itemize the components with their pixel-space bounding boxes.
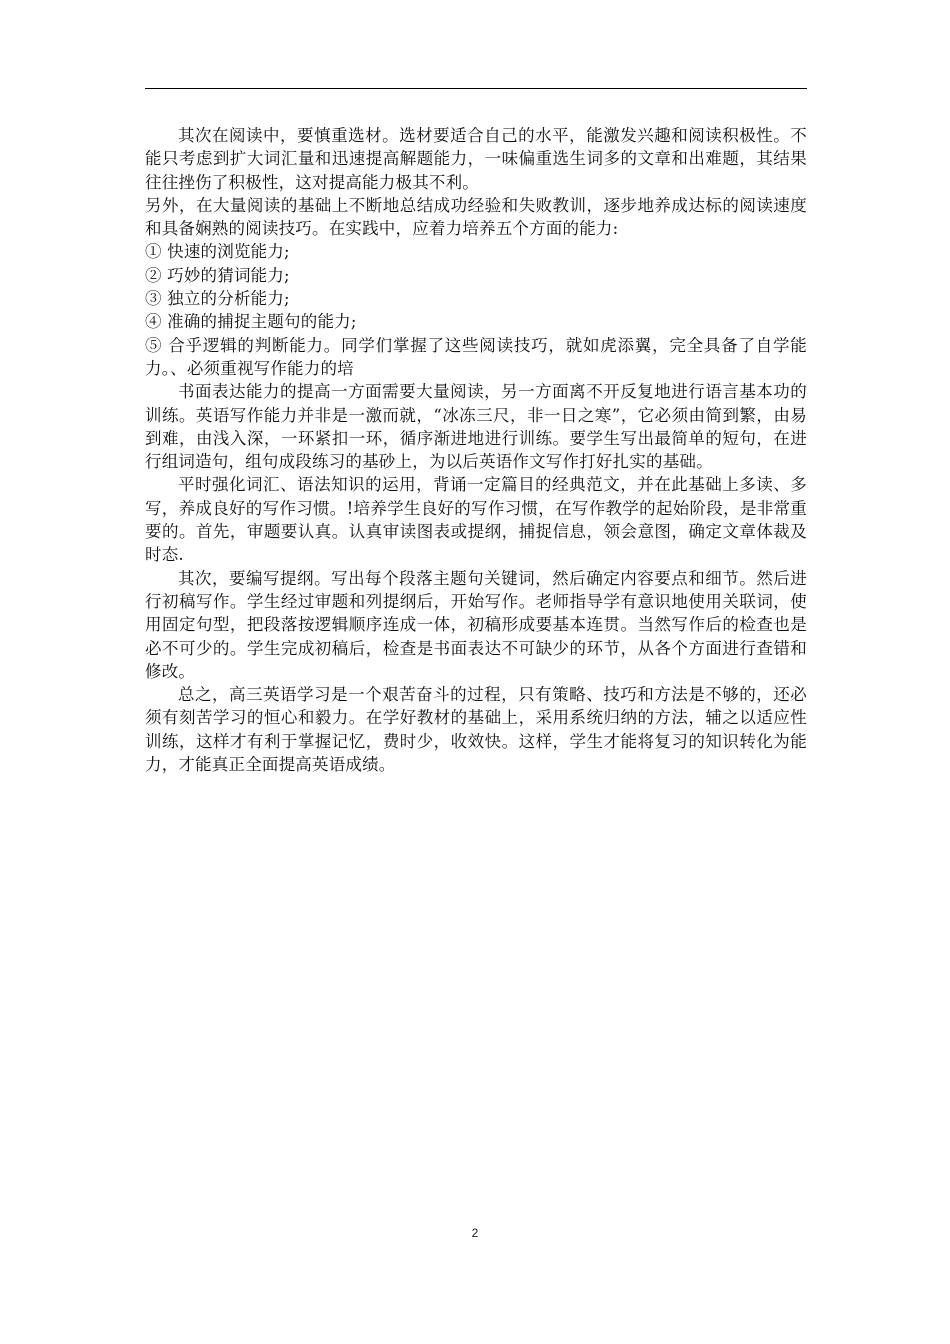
paragraph-reading-material: 其次在阅读中，要慎重选材。选材要适合自己的水平，能激发兴趣和阅读积极性。不能只考虑到扩大词汇量和迅速提高解题能力，一味偏重选生词多的文章和出难题，其结果往往挫伤了积极性，这对提高能力极其不利。 — [145, 126, 807, 192]
page-number: 2 — [471, 1226, 479, 1240]
list-item-skill-2: ② 巧妙的猜词能力; — [145, 265, 290, 285]
paragraph-writing-habits: 平时强化词汇、语法知识的运用，背诵一定篇目的经典范文，并在此基础上多读、多写，养成良好的写作习惯。!培养学生良好的写作习惯，在写作教学的起始阶段，是非常重要的。首先，审题要认真。认真审读图表或提纲，捕捉信息，领会意图，确定文章体裁及时态. — [145, 475, 807, 565]
header-rule — [145, 88, 807, 89]
list-item-skill-5: ⑤ 合乎逻辑的判断能力。同学们掌握了这些阅读技巧，就如虎添翼，完全具备了自学能力。、必须重视写作能力的培 — [145, 335, 807, 378]
paragraph-outline: 其次，要编写提纲。写出每个段落主题句关键词，然后确定内容要点和细节。然后进行初稿写作。学生经过审题和列提纲后，开始写作。老师指导学有意识地使用关联词，使用固定句型，把段落按逻辑顺序连成一体，初稿形成要基本连贯。当然写作后的检查也是必不可少的。学生完成初稿后，检查是书面表达不可缺少的环节，从各个方面进行查错和修改。 — [145, 568, 807, 681]
paragraph-reading-skills: 另外，在大量阅读的基础上不断地总结成功经验和失败教训，逐步地养成达标的阅读速度和具备娴熟的阅读技巧。在实践中，应着力培养五个方面的能力: — [145, 195, 807, 239]
list-item-skill-4: ④ 准确的捕捉主题句的能力; — [145, 312, 357, 332]
list-item-skill-3: ③ 独立的分析能力; — [145, 289, 290, 309]
list-item-skill-1: ① 快速的浏览能力; — [145, 242, 290, 262]
paragraph-conclusion: 总之，高三英语学习是一个艰苦奋斗的过程，只有策略、技巧和方法是不够的，还必须有刻苦学习的恒心和毅力。在学好教材的基础上，采用系统归纳的方法，辅之以适应性训练，这样才有利于掌握记忆，费时少，收效快。这样，学生才能将复习的知识转化为能力，才能真正全面提高英语成绩。 — [145, 685, 807, 775]
paragraph-writing-basics: 书面表达能力的提高一方面需要大量阅读，另一方面离不开反复地进行语言基本功的训练。英语写作能力并非是一激而就，“冰冻三尺，非一日之寒”，它必须由简到繁，由易到难，由浅入深，一环紧扣一环，循序渐进地进行训练。要学生写出最简单的短句，在进行组词造句，组句成段练习的基砂上，为以后英语作文写作打好扎实的基础。 — [145, 382, 807, 472]
document-body — [145, 124, 807, 776]
